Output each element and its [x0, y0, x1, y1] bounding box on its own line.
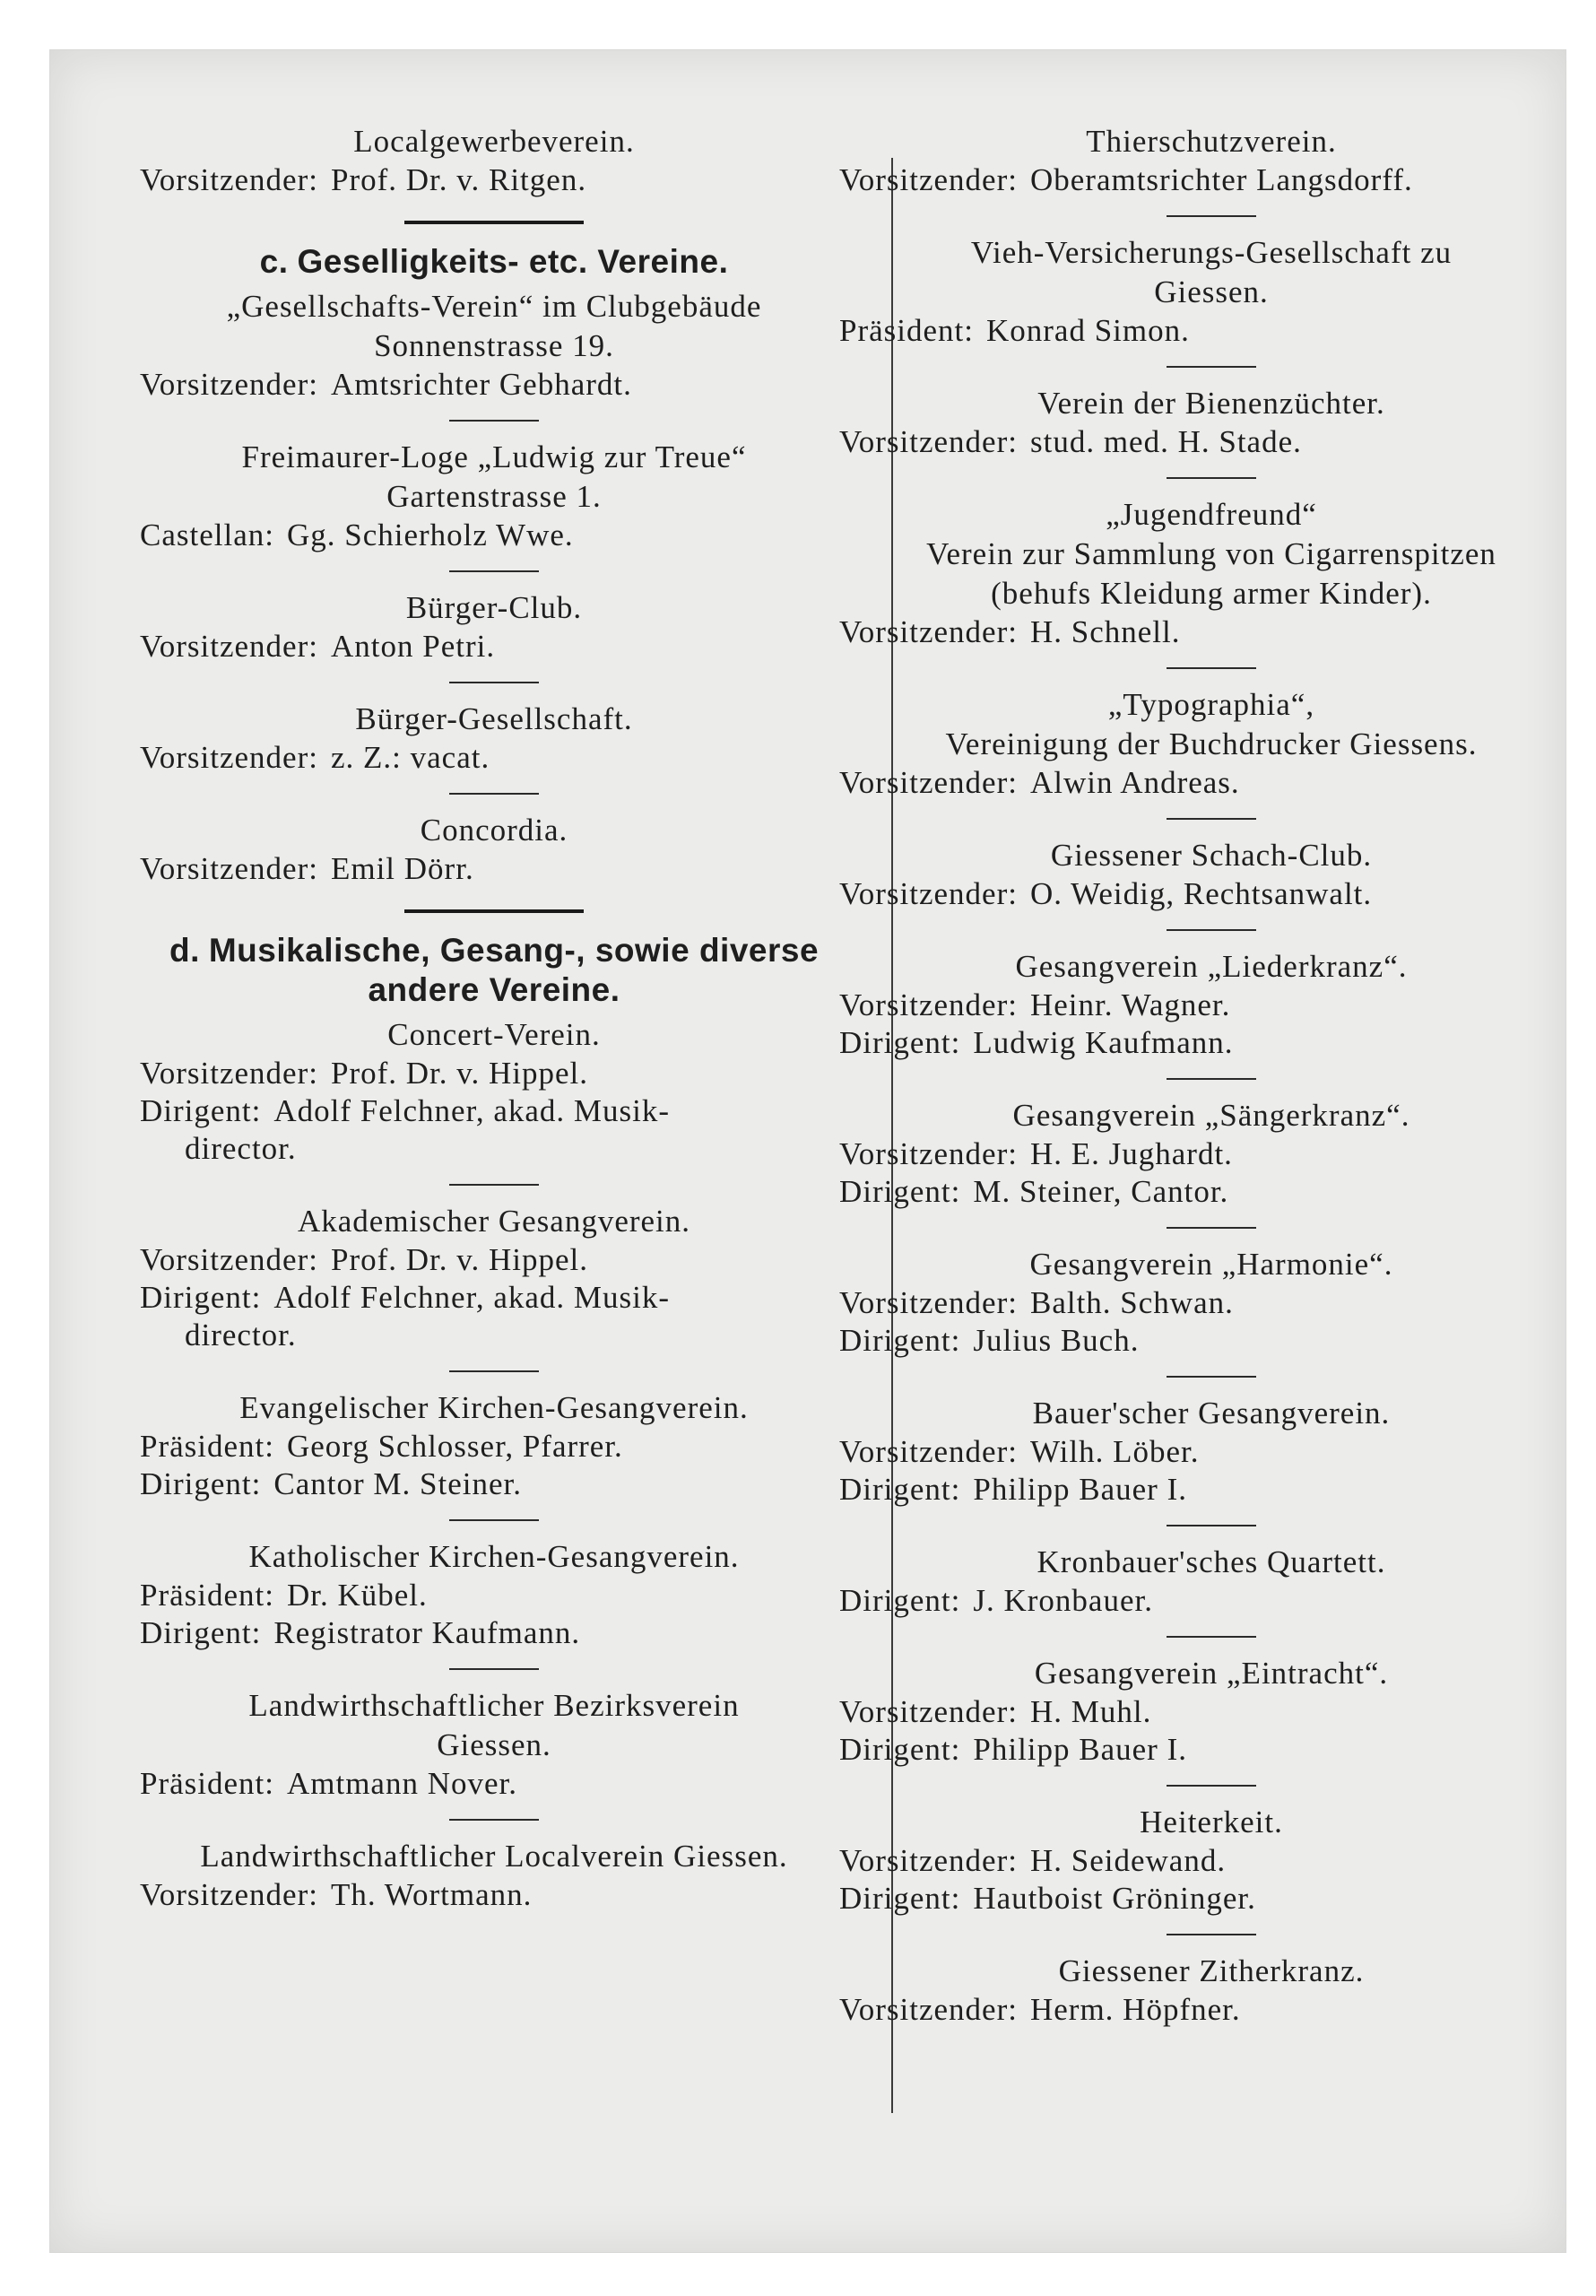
- entry-separator: [449, 1184, 539, 1186]
- entry-localgewerbeverein: [140, 122, 848, 199]
- entry-separator: [449, 682, 539, 683]
- entry-separator: [449, 1519, 539, 1521]
- officer-line: [839, 764, 1583, 802]
- entry-buerger-gesellschaft: [140, 700, 848, 777]
- entry-saengerkranz: [839, 1096, 1583, 1211]
- officer-name: H. Schnell.: [1029, 614, 1181, 649]
- conductor-role: Dirigent:: [839, 1881, 961, 1916]
- entry-separator: [1167, 1785, 1256, 1787]
- officer-name: Oberamtsrichter Langsdorff.: [1029, 162, 1413, 197]
- club-address: Sonnenstrasse 19.: [374, 328, 614, 363]
- club-name: Giessener Schach-Club.: [1050, 838, 1373, 873]
- officer-role: Präsident:: [140, 1578, 274, 1613]
- officer-name: Heinr. Wagner.: [1029, 987, 1231, 1022]
- entry-separator: [1167, 477, 1256, 479]
- entry-freimaurer-loge: [140, 438, 848, 554]
- officer-line: [839, 161, 1583, 199]
- club-name: Concert-Verein.: [387, 1017, 601, 1052]
- conductor-line: [140, 1465, 848, 1503]
- officer-role: Vorsitzender:: [140, 1242, 318, 1277]
- conductor-name: Hautboist Gröninger.: [973, 1881, 1256, 1916]
- club-name: Concordia.: [420, 813, 568, 848]
- section-separator: [404, 221, 584, 224]
- section-title-line2: andere Vereine.: [368, 971, 620, 1008]
- officer-line: [140, 161, 848, 199]
- club-name: Gesangverein „Eintracht“.: [1034, 1656, 1389, 1691]
- officer-role: Vorsitzender:: [140, 851, 318, 886]
- officer-role: Vorsitzender:: [839, 1285, 1018, 1320]
- entry-separator: [1167, 667, 1256, 669]
- officer-name: Prof. Dr. v. Ritgen.: [330, 162, 587, 197]
- officer-role: Vorsitzender:: [839, 614, 1018, 649]
- conductor-role: Dirigent:: [839, 1025, 961, 1060]
- officer-line: [839, 1135, 1583, 1173]
- entry-katholischer-kirchen-gesangverein: [140, 1537, 848, 1652]
- entry-separator: [1167, 1227, 1256, 1229]
- club-city: Giessen.: [437, 1727, 551, 1762]
- section-title: Geselligkeits- etc. Vereine.: [297, 243, 729, 280]
- officer-role: Präsident:: [140, 1766, 274, 1801]
- entry-separator: [449, 420, 539, 422]
- conductor-name: Philipp Bauer I.: [973, 1472, 1187, 1507]
- conductor-role: Dirigent:: [839, 1583, 961, 1618]
- entry-separator: [1167, 215, 1256, 217]
- officer-name: Amtmann Nover.: [286, 1766, 518, 1801]
- conductor-line: [140, 1614, 848, 1652]
- entry-separator: [1167, 366, 1256, 368]
- club-name: Akademischer Gesangverein.: [297, 1204, 691, 1239]
- conductor-name: M. Steiner, Cantor.: [973, 1174, 1229, 1209]
- officer-role: Präsident:: [140, 1429, 274, 1464]
- entry-separator: [1167, 1078, 1256, 1080]
- officer-name: H. Muhl.: [1029, 1694, 1152, 1729]
- officer-line: [839, 987, 1583, 1024]
- officer-name: Georg Schlosser, Pfarrer.: [286, 1429, 623, 1464]
- conductor-name: Ludwig Kaufmann.: [973, 1025, 1234, 1060]
- entry-eintracht: [839, 1654, 1583, 1769]
- section-separator: [404, 909, 584, 913]
- conductor-line: [839, 1322, 1583, 1360]
- conductor-name: Julius Buch.: [973, 1323, 1140, 1358]
- officer-role: Vorsitzender:: [140, 367, 318, 402]
- club-name: Thierschutzverein.: [1086, 124, 1337, 159]
- officer-role: Vorsitzender:: [839, 1434, 1018, 1469]
- conductor-name: Philipp Bauer I.: [973, 1732, 1187, 1767]
- conductor-role: Dirigent:: [839, 1174, 961, 1209]
- officer-role: Vorsitzender:: [140, 1056, 318, 1091]
- conductor-name: Cantor M. Steiner.: [273, 1466, 522, 1501]
- officer-name: z. Z.: vacat.: [330, 740, 490, 775]
- entry-typographia: [839, 685, 1583, 802]
- officer-line: [140, 628, 848, 665]
- club-name: Landwirthschaftlicher Localverein Giessen.: [200, 1839, 788, 1874]
- club-name: Heiterkeit.: [1140, 1805, 1283, 1839]
- officer-role: Castellan:: [140, 517, 274, 552]
- club-subtitle: Verein zur Sammlung von Cigarrenspitzen: [926, 536, 1496, 571]
- officer-line: [839, 423, 1583, 461]
- entry-heiterkeit: [839, 1803, 1583, 1918]
- section-letter: d.: [169, 932, 200, 969]
- club-name: Vieh-Versicherungs-Gesellschaft zu: [970, 235, 1453, 270]
- entry-concordia: [140, 811, 848, 888]
- document-page: [49, 49, 1566, 2253]
- entry-bauerscher-gesangverein: [839, 1394, 1583, 1509]
- officer-line: [140, 1577, 848, 1614]
- officer-line: [839, 1842, 1583, 1880]
- officer-role: Vorsitzender:: [839, 876, 1018, 911]
- entry-vieh-versicherungs-gesellschaft: [839, 233, 1583, 350]
- club-subtitle-2: (behufs Kleidung armer Kinder).: [991, 576, 1432, 611]
- conductor-role: Dirigent:: [140, 1093, 262, 1128]
- club-name: Kronbauer'sches Quartett.: [1037, 1544, 1386, 1579]
- club-name: Katholischer Kirchen-Gesangverein.: [248, 1539, 740, 1574]
- conductor-line: [839, 1731, 1583, 1769]
- entry-bienenzuechter: [839, 384, 1583, 461]
- conductor-role: Dirigent:: [839, 1732, 961, 1767]
- conductor-name: J. Kronbauer.: [973, 1583, 1153, 1618]
- entry-jugendfreund: [839, 495, 1583, 651]
- officer-line: [140, 1241, 848, 1279]
- entry-concert-verein: [140, 1015, 848, 1168]
- officer-line: [140, 1428, 848, 1465]
- club-name: Verein der Bienenzüchter.: [1037, 386, 1385, 421]
- conductor-line: [140, 1279, 848, 1317]
- entry-separator: [1167, 1525, 1256, 1526]
- officer-name: Alwin Andreas.: [1029, 765, 1240, 800]
- club-name: Evangelischer Kirchen-Gesangverein.: [239, 1390, 749, 1425]
- officer-role: Vorsitzender:: [140, 162, 318, 197]
- entry-kronbauersches-quartett: [839, 1543, 1583, 1620]
- entry-landwirthschaftlicher-bezirksverein: [140, 1686, 848, 1803]
- officer-line: [839, 1693, 1583, 1731]
- officer-name: Prof. Dr. v. Hippel.: [330, 1056, 588, 1091]
- officer-role: Vorsitzender:: [839, 1992, 1018, 2027]
- club-name: „Jugendfreund“: [1106, 497, 1317, 532]
- conductor-line: [839, 1173, 1583, 1211]
- entry-separator: [449, 570, 539, 572]
- club-name: Gesangverein „Sängerkranz“.: [1012, 1098, 1410, 1133]
- officer-line: [839, 1284, 1583, 1322]
- entry-separator: [1167, 818, 1256, 820]
- officer-line: [140, 850, 848, 888]
- entry-landwirthschaftlicher-localverein: [140, 1837, 848, 1914]
- officer-name: Konrad Simon.: [985, 313, 1190, 348]
- officer-role: Vorsitzender:: [839, 424, 1018, 459]
- officer-role: Vorsitzender:: [839, 162, 1018, 197]
- club-name: Landwirthschaftlicher Bezirksverein: [248, 1688, 740, 1723]
- entry-liederkranz: [839, 947, 1583, 1062]
- conductor-name: Adolf Felchner, akad. Musik-: [273, 1280, 671, 1315]
- officer-role: Vorsitzender:: [140, 629, 318, 664]
- club-city: Giessen.: [1154, 274, 1269, 309]
- club-subtitle: Vereinigung der Buchdrucker Giessens.: [945, 726, 1478, 761]
- club-name: Bauer'scher Gesangverein.: [1032, 1396, 1391, 1431]
- conductor-line: [839, 1880, 1583, 1918]
- officer-name: Gg. Schierholz Wwe.: [286, 517, 574, 552]
- conductor-line: [839, 1582, 1583, 1620]
- conductor-role: Dirigent:: [839, 1472, 961, 1507]
- officer-name: Amtsrichter Gebhardt.: [330, 367, 632, 402]
- entry-thierschutzverein: [839, 122, 1583, 199]
- entry-separator: [449, 1819, 539, 1821]
- officer-line: [140, 517, 848, 554]
- officer-role: Vorsitzender:: [140, 740, 318, 775]
- club-name: Freimaurer-Loge „Ludwig zur Treue“: [241, 439, 747, 474]
- conductor-name: Registrator Kaufmann.: [273, 1615, 581, 1650]
- entry-separator: [1167, 1934, 1256, 1935]
- conductor-line: [839, 1471, 1583, 1509]
- conductor-line: [839, 1024, 1583, 1062]
- entry-separator: [1167, 929, 1256, 931]
- officer-name: Th. Wortmann.: [330, 1877, 533, 1912]
- left-column: [140, 122, 848, 1923]
- officer-name: Wilh. Löber.: [1029, 1434, 1200, 1469]
- officer-role: Vorsitzender:: [839, 765, 1018, 800]
- club-name: „Gesellschafts-Verein“ im Clubgebäude: [226, 289, 762, 324]
- conductor-role: Dirigent:: [140, 1280, 262, 1315]
- officer-name: Prof. Dr. v. Hippel.: [330, 1242, 588, 1277]
- entry-akademischer-gesangverein: [140, 1202, 848, 1354]
- entry-separator: [449, 793, 539, 795]
- entry-separator: [1167, 1636, 1256, 1638]
- entry-buerger-club: [140, 588, 848, 665]
- officer-name: stud. med. H. Stade.: [1029, 424, 1302, 459]
- conductor-role: Dirigent:: [140, 1615, 262, 1650]
- officer-line: [140, 739, 848, 777]
- officer-line: [140, 1876, 848, 1914]
- section-d-heading: [140, 931, 848, 1010]
- entry-separator: [449, 1668, 539, 1670]
- club-name: Giessener Zitherkranz.: [1058, 1953, 1365, 1988]
- entry-schach-club: [839, 836, 1583, 913]
- club-name: „Typographia“,: [1107, 687, 1315, 722]
- entry-gesellschafts-verein: [140, 287, 848, 404]
- officer-name: Emil Dörr.: [330, 851, 474, 886]
- officer-role: Vorsitzender:: [839, 1694, 1018, 1729]
- officer-line: [839, 312, 1583, 350]
- officer-name: Balth. Schwan.: [1029, 1285, 1234, 1320]
- officer-role: Präsident:: [839, 313, 974, 348]
- club-name: Gesangverein „Liederkranz“.: [1015, 949, 1408, 984]
- right-column: [839, 122, 1583, 2038]
- officer-line: [839, 875, 1583, 913]
- conductor-role: Dirigent:: [140, 1466, 262, 1501]
- conductor-title-continued: director.: [185, 1318, 297, 1352]
- club-name: Localgewerbeverein.: [353, 124, 635, 159]
- officer-line: [839, 613, 1583, 651]
- club-name: Bürger-Club.: [405, 590, 583, 625]
- section-title-line1: Musikalische, Gesang-, sowie diverse: [208, 932, 820, 969]
- entry-zitherkranz: [839, 1952, 1583, 2029]
- section-letter: c.: [259, 243, 289, 280]
- entry-separator: [449, 1370, 539, 1372]
- officer-name: Herm. Höpfner.: [1029, 1992, 1241, 2027]
- officer-line: [839, 1991, 1583, 2029]
- section-c-heading: [140, 242, 848, 282]
- officer-name: H. Seidewand.: [1029, 1843, 1227, 1878]
- officer-line: [140, 366, 848, 404]
- club-name: Gesangverein „Harmonie“.: [1029, 1247, 1393, 1282]
- officer-name: H. E. Jughardt.: [1029, 1136, 1233, 1171]
- entry-separator: [1167, 1376, 1256, 1378]
- officer-name: Anton Petri.: [330, 629, 496, 664]
- conductor-title-continued: director.: [185, 1131, 297, 1166]
- entry-evangelischer-kirchen-gesangverein: [140, 1388, 848, 1503]
- conductor-role: Dirigent:: [839, 1323, 961, 1358]
- officer-line: [140, 1055, 848, 1092]
- officer-role: Vorsitzender:: [140, 1877, 318, 1912]
- club-address: Gartenstrasse 1.: [386, 479, 602, 514]
- officer-name: O. Weidig, Rechtsanwalt.: [1029, 876, 1373, 911]
- conductor-line: [140, 1092, 848, 1130]
- officer-role: Vorsitzender:: [839, 1136, 1018, 1171]
- officer-role: Vorsitzender:: [839, 987, 1018, 1022]
- officer-name: Dr. Kübel.: [286, 1578, 428, 1613]
- officer-line: [839, 1433, 1583, 1471]
- conductor-name: Adolf Felchner, akad. Musik-: [273, 1093, 671, 1128]
- entry-harmonie: [839, 1245, 1583, 1360]
- officer-role: Vorsitzender:: [839, 1843, 1018, 1878]
- club-name: Bürger-Gesellschaft.: [355, 701, 633, 736]
- officer-line: [140, 1765, 848, 1803]
